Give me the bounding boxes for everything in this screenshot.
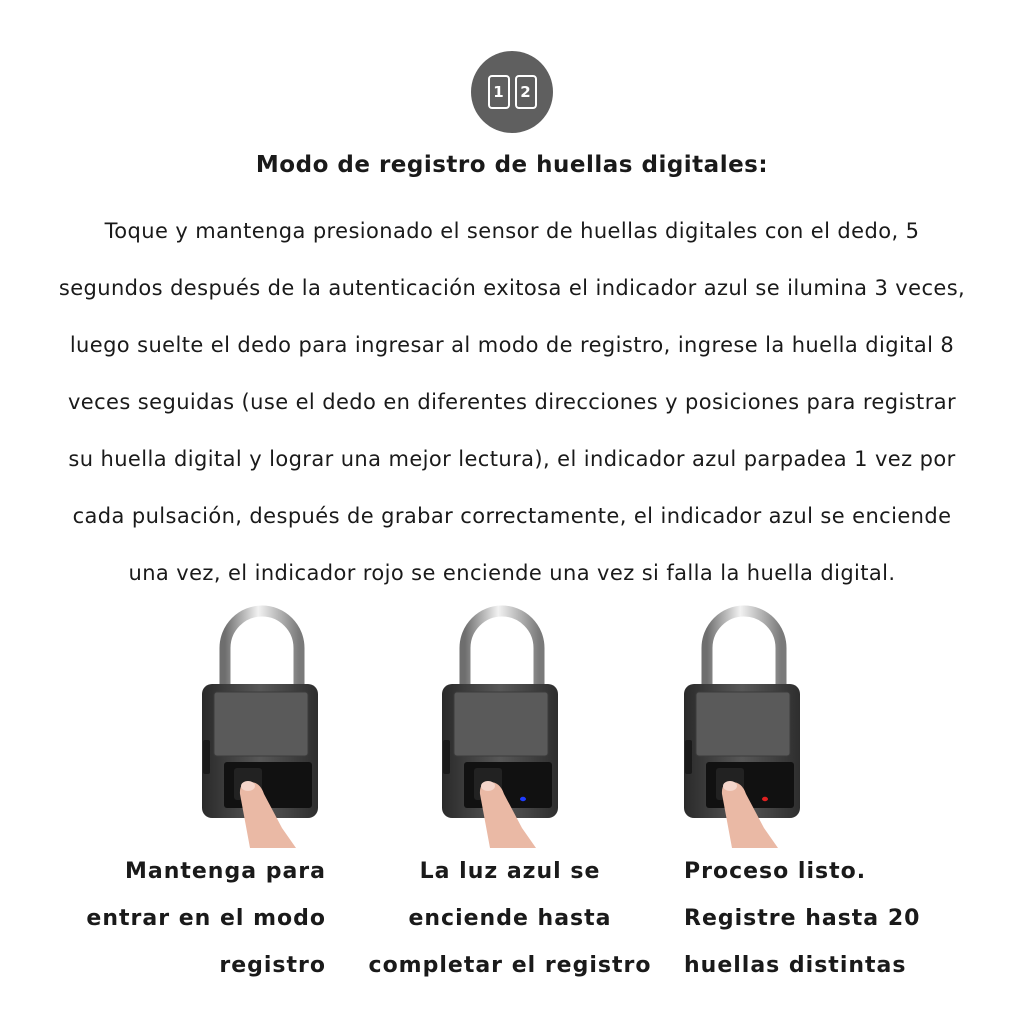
caption-line: La luz azul se [419, 859, 601, 884]
step-1-caption [86, 848, 326, 989]
caption-line: completar el registro [368, 953, 652, 978]
page-title: Modo de registro de huellas digitales: [255, 152, 769, 178]
instruction-line: segundos después de la autenticación exitosa el indicador azul se ilumina 3 veces, [58, 276, 966, 300]
caption-line: Mantenga para [124, 859, 326, 884]
step-number-badge [471, 51, 553, 133]
instruction-line: su huella digital y lograr una mejor lectura), el indicador azul parpadea 1 vez por [68, 447, 956, 471]
caption-line: Registre hasta 20 [684, 906, 921, 931]
caption-line: Proceso listo. [684, 859, 867, 884]
caption-line: registro [219, 953, 326, 978]
instruction-line: luego suelte el dedo para ingresar al modo de registro, ingrese la huella digital 8 [69, 333, 955, 357]
caption-line: enciende hasta [408, 906, 612, 931]
instruction-line: veces seguidas (use el dedo en diferentes direcciones y posiciones para registrar [67, 390, 957, 414]
instruction-line: cada pulsación, después de grabar correctamente, el indicador azul se enciende [72, 504, 952, 528]
instruction-line: una vez, el indicador rojo se enciende una vez si falla la huella digital. [128, 561, 896, 585]
step-digit-2: 2 [515, 75, 537, 109]
blue-indicator-light [520, 797, 526, 801]
padlock-image-step-3 [674, 600, 814, 850]
red-indicator-light [762, 797, 768, 801]
caption-line: huellas distintas [684, 953, 907, 978]
step-digit-1: 1 [488, 75, 510, 109]
padlock-image-step-1 [192, 600, 332, 850]
instruction-line: Toque y mantenga presionado el sensor de huellas digitales con el dedo, 5 [104, 219, 920, 243]
instructions-text [40, 203, 984, 602]
caption-line: entrar en el modo [86, 906, 326, 931]
step-2-caption [368, 848, 652, 989]
step-3-caption [684, 848, 920, 989]
padlock-image-step-2 [432, 600, 572, 850]
